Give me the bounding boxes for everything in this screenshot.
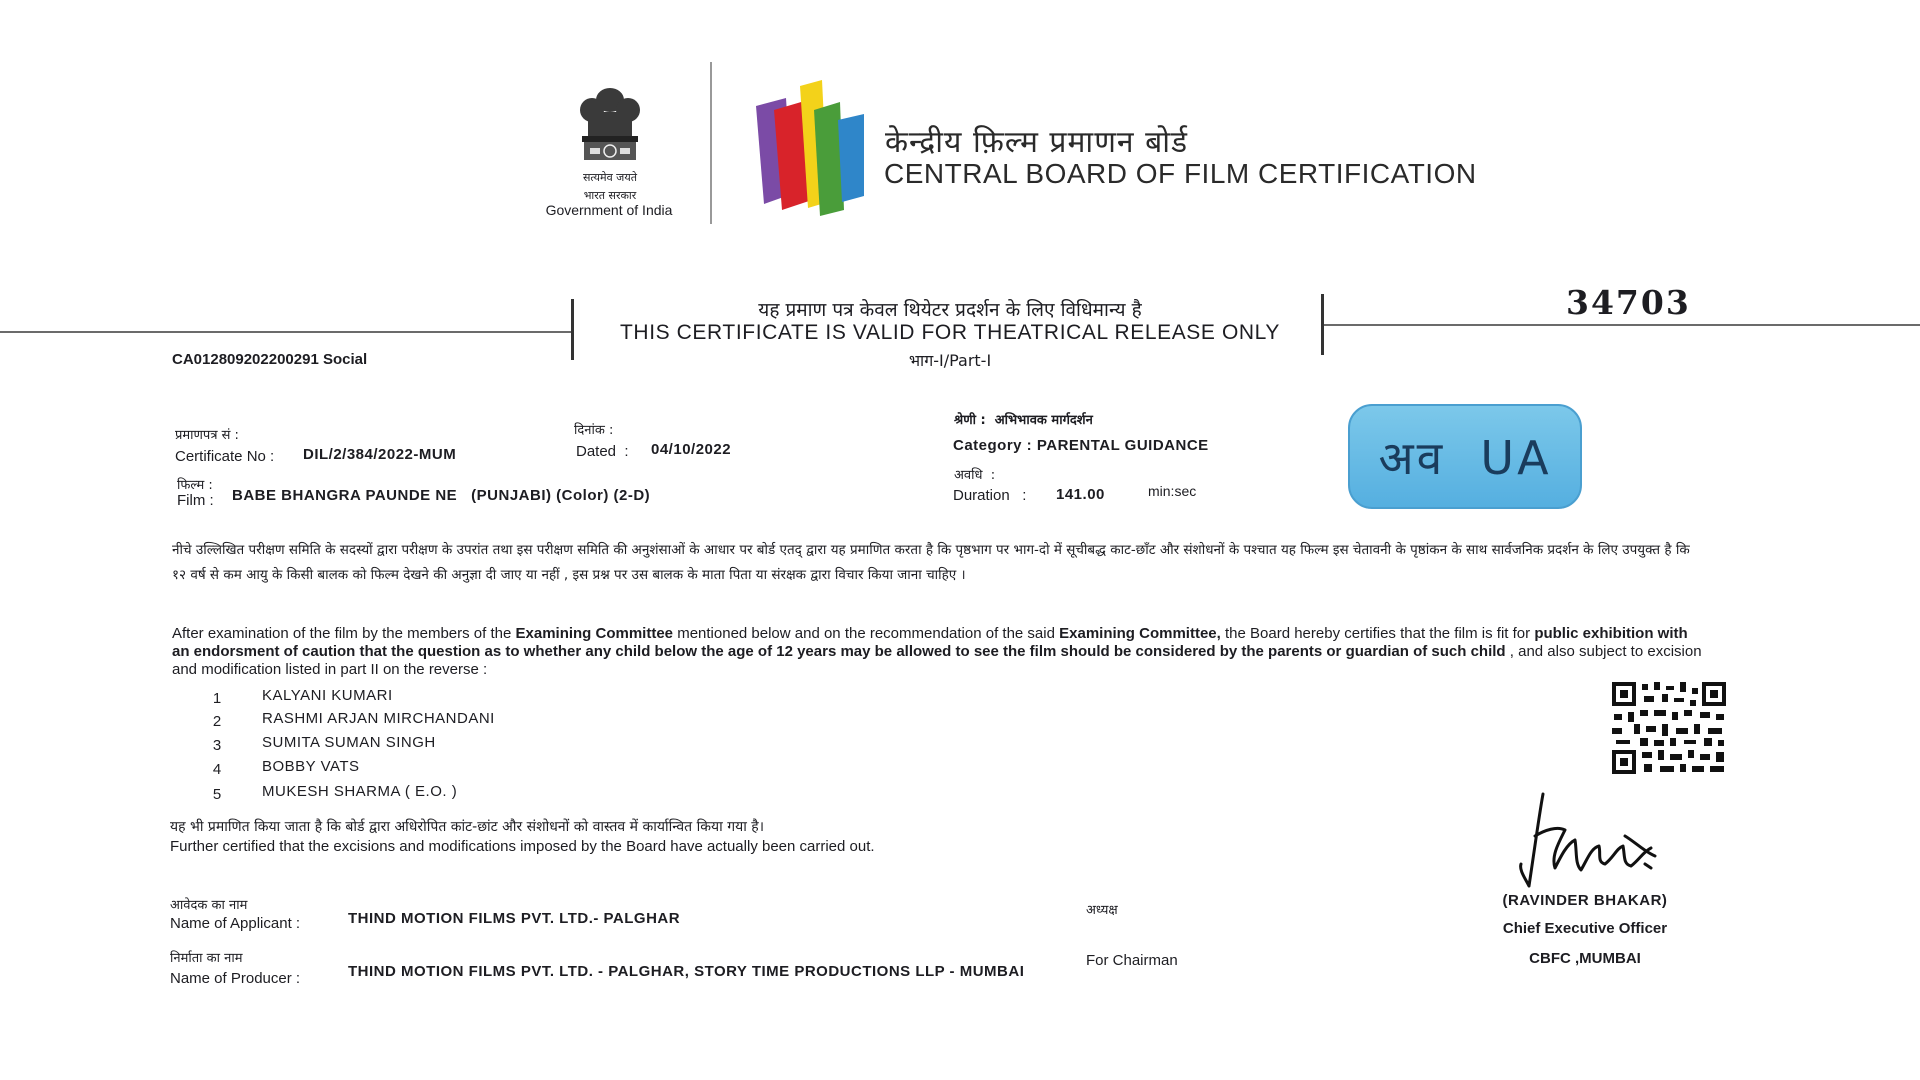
duration-label-hindi: अवधि : — [954, 468, 996, 483]
certificate-number-value: DIL/2/384/2022-MUM — [303, 446, 457, 463]
signatory-office: CBFC ,MUMBAI — [1529, 950, 1641, 967]
duration-label: Duration : — [953, 487, 1027, 504]
category-label-hindi: श्रेणी : अभिभावक मार्गदर्शन — [954, 413, 1093, 428]
emblem-motto: सत्यमेव जयते — [582, 171, 637, 184]
further-certification-english: Further certified that the excisions and modifications imposed by the Board have actually been carried out. — [170, 838, 875, 855]
cbfc-logo-icon — [752, 76, 872, 220]
qr-code-icon — [1610, 680, 1728, 776]
board-name-hindi: केन्द्रीय फ़िल्म प्रमाणन बोर्ड — [885, 125, 1189, 160]
further-certification-hindi: यह भी प्रमाणित किया जाता है कि बोर्ड द्वारा अधिरोपित कांट-छांट और संशोधनों को वास्तव में कार्यान्वित किया गया है। — [170, 819, 765, 835]
signatory-title: Chief Executive Officer — [1502, 920, 1668, 937]
board-name-english: CENTRAL BOARD OF FILM CERTIFICATION — [884, 158, 1477, 189]
duration-unit: min:sec — [1148, 483, 1197, 499]
chairman-label: For Chairman — [1086, 952, 1178, 969]
date-label-hindi: दिनांक : — [574, 423, 614, 438]
committee-member-number: 4 — [212, 761, 222, 778]
band-bracket-left — [571, 299, 574, 360]
certification-statement-english — [172, 625, 1702, 679]
certificate-number-label: Certificate No : — [175, 448, 275, 465]
statement-part: the Board hereby certifies that the film is fit for — [1220, 625, 1535, 642]
band-rule-left — [0, 331, 572, 333]
committee-member-name: RASHMI ARJAN MIRCHANDANI — [262, 710, 495, 727]
film-label: Film : — [177, 492, 214, 509]
validity-notice-hindi: यह प्रमाण पत्र केवल थियेटर प्रदर्शन के लिए विधिमान्य है — [758, 299, 1142, 321]
committee-member-name: BOBBY VATS — [262, 758, 360, 775]
committee-member-name: SUMITA SUMAN SINGH — [262, 734, 436, 751]
validity-notice-english: THIS CERTIFICATE IS VALID FOR THEATRICAL RELEASE ONLY — [620, 321, 1280, 344]
category-value: Category : PARENTAL GUIDANCE — [953, 437, 1209, 454]
statement-part: , and also subject to excision and modification listed in part II on the reverse : — [172, 643, 1702, 678]
signatory-name: (RAVINDER BHAKAR) — [1502, 892, 1668, 909]
statement-part: After examination of the film by the members of the — [172, 625, 516, 642]
statement-emphasis: Examining Committee, — [1059, 625, 1221, 642]
date-value: 04/10/2022 — [651, 441, 732, 458]
certification-statement-hindi: नीचे उल्लिखित परीक्षण समिति के सदस्यों द्वारा परीक्षण के उपरांत तथा इस परीक्षण समिति की अनुशंसाओं के आधार पर बोर्ड एतद् द्वारा यह प्रमाणित करता है कि पृष्ठभाग पर भाग-दो में सूचीबद्ध काट-छाँट और संशोधनों के पश्चात यह फिल्म इस चेतावनी के पृष्ठांकन के साथ सार्वजनिक प्रदर्शन के लिए उपयुक्त है कि १२ वर्ष से कम आयु के किसी बालक को फिल्म देखने की अनुज्ञा दी जाए या नहीं , इस प्रश्न पर उस बालक के माता पिता या संरक्षक द्वारा विचार किया जाना चाहिए । — [172, 542, 1690, 583]
chairman-label-hindi: अध्यक्ष — [1086, 903, 1118, 918]
certificate-serial-number: 34703 — [1566, 283, 1691, 322]
certificate-number-label-hindi: प्रमाणपत्र सं : — [175, 428, 239, 443]
government-of-india-label: Government of India — [545, 202, 673, 218]
applicant-name: THIND MOTION FILMS PVT. LTD.- PALGHAR — [348, 910, 681, 927]
reference-code: CA012809202200291 Social — [172, 351, 368, 368]
committee-member-number: 5 — [212, 786, 222, 803]
band-rule-right — [1322, 324, 1920, 326]
film-label-hindi: फिल्म : — [177, 478, 213, 493]
duration-value: 141.00 — [1056, 486, 1105, 503]
committee-member-name: MUKESH SHARMA ( E.O. ) — [262, 783, 458, 800]
producer-label-hindi: निर्माता का नाम — [170, 951, 243, 966]
committee-member-name: KALYANI KUMARI — [262, 687, 393, 704]
emblem-caption-hindi: भारत सरकार — [583, 189, 637, 202]
rating-text: अव UA — [1378, 430, 1552, 485]
producer-name: THIND MOTION FILMS PVT. LTD. - PALGHAR, STORY TIME PRODUCTIONS LLP - MUMBAI — [348, 963, 1025, 980]
date-label: Dated : — [576, 443, 629, 460]
committee-member-number: 1 — [212, 690, 222, 707]
statement-emphasis: public exhibition with an endorsment of caution that the question as to whether any child below the age of 12 years may be allowed to see the film should be considered by the parents or guardian of such child — [172, 625, 1688, 660]
applicant-label-hindi: आवेदक का नाम — [170, 898, 248, 913]
national-emblem-icon — [570, 82, 650, 174]
applicant-label: Name of Applicant : — [170, 915, 301, 932]
producer-label: Name of Producer : — [170, 970, 301, 987]
committee-member-number: 2 — [212, 713, 222, 730]
statement-emphasis: Examining Committee — [515, 625, 674, 642]
band-bracket-right — [1321, 294, 1324, 355]
header-divider — [710, 62, 712, 224]
film-title-value: BABE BHANGRA PAUNDE NE (PUNJABI) (Color) (2-D) — [232, 487, 651, 504]
rating-badge — [1348, 404, 1582, 509]
part-label: भाग-I/Part-I — [908, 351, 992, 370]
committee-member-number: 3 — [212, 737, 222, 754]
statement-part: mentioned below and on the recommendation of the said — [673, 625, 1060, 642]
signature-image — [1505, 786, 1685, 894]
